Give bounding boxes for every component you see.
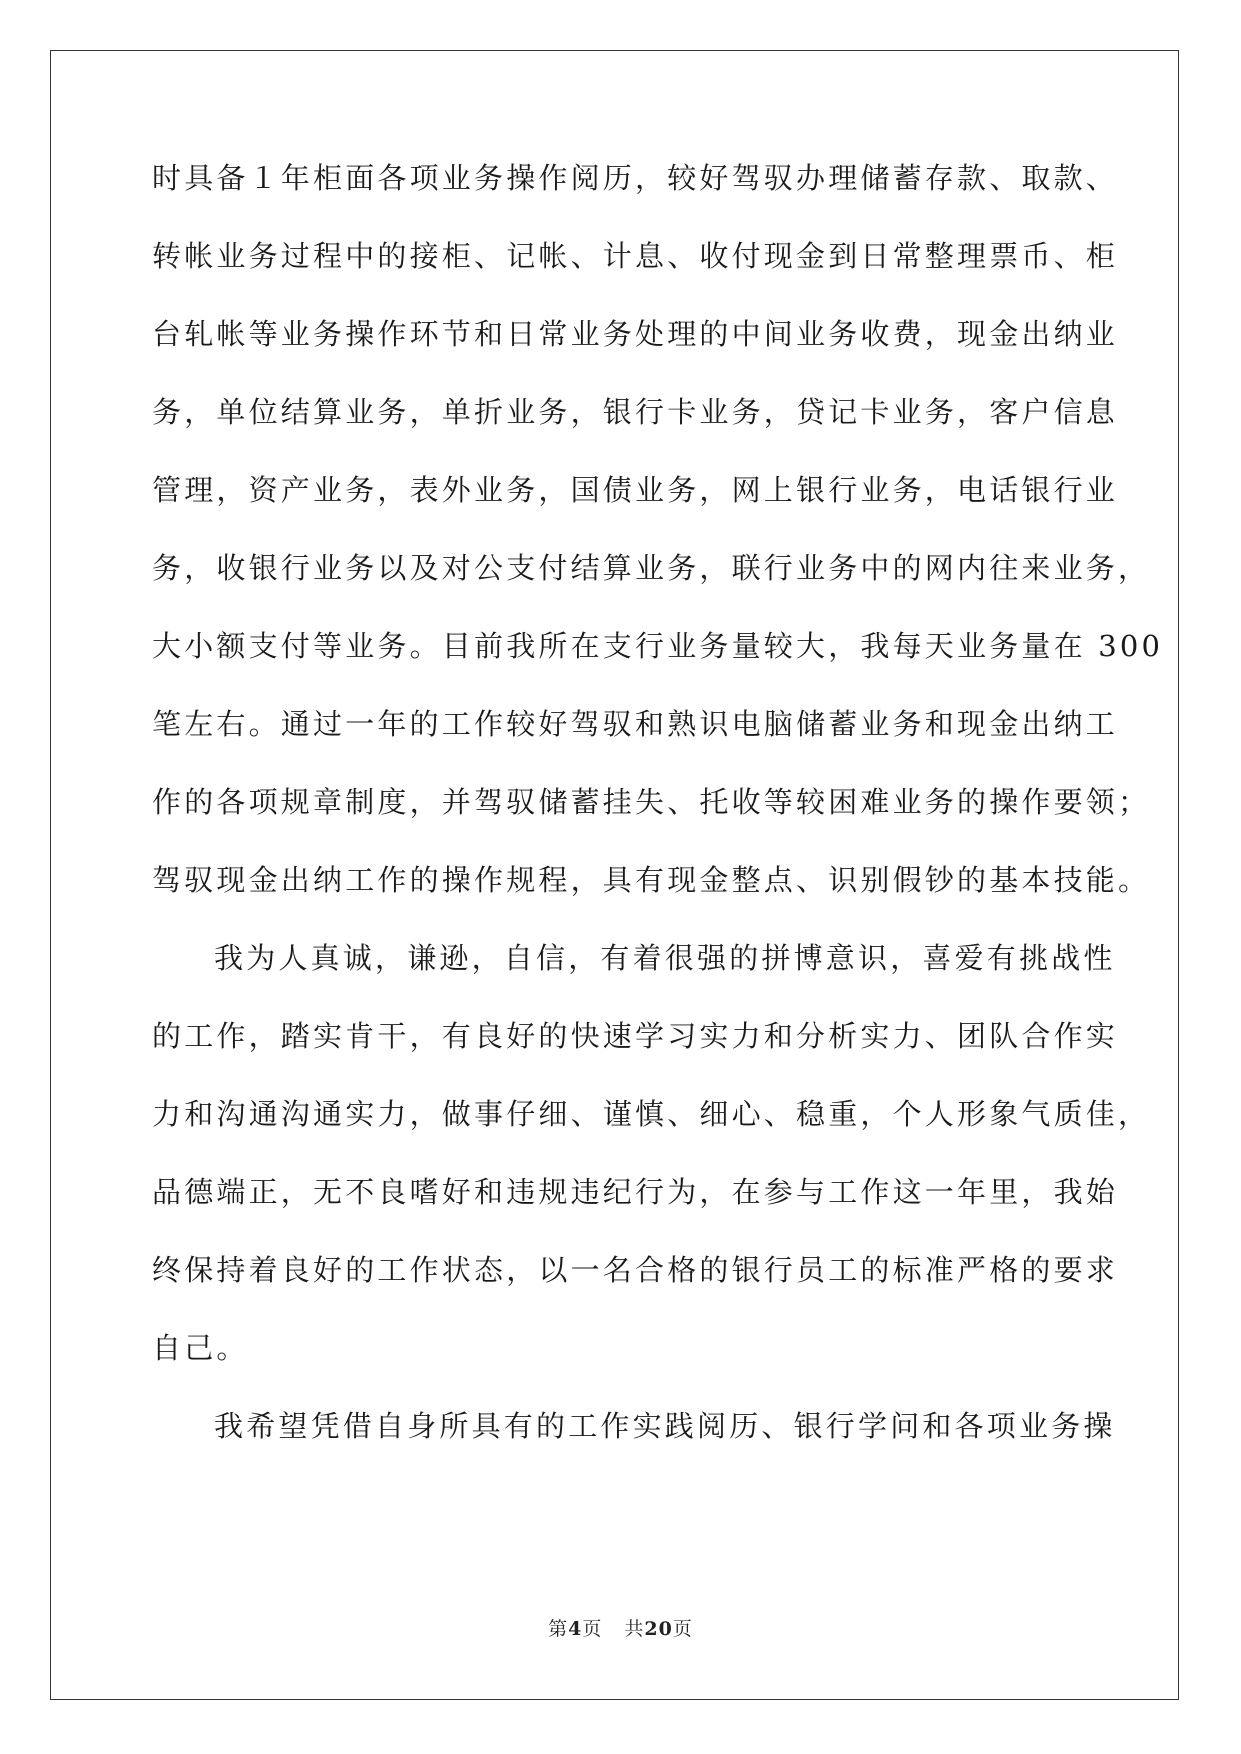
text-line: 台轧帐等业务操作环节和日常业务处理的中间业务收费，现金出纳业 [152, 317, 1119, 351]
text-line: 管理，资产业务，表外业务，国债业务，网上银行业务，电话银行业 [152, 473, 1119, 507]
page-number: 4 [568, 1618, 583, 1640]
text-line: 笔左右。通过一年的工作较好驾驭和熟识电脑储蓄业务和现金出纳工 [152, 707, 1119, 741]
page-footer [0, 1614, 1241, 1641]
text-line: 终保持着良好的工作状态，以一名合格的银行员工的标准严格的要求 [152, 1253, 1119, 1287]
page-prefix: 第 [548, 1618, 569, 1640]
text-line: 我为人真诚，谦逊，自信，有着很强的拼博意识，喜爱有挑战性 [214, 941, 1116, 975]
text-line: 我希望凭借自身所具有的工作实践阅历、银行学问和各项业务操 [214, 1409, 1116, 1443]
text-line: 力和沟通沟通实力，做事仔细、谨慎、细心、稳重，个人形象气质佳， [152, 1097, 1151, 1131]
document-body [152, 158, 1164, 1484]
text-line: 务，收银行业务以及对公支付结算业务，联行业务中的网内往来业务， [152, 551, 1151, 585]
text-line: 自己。 [152, 1331, 249, 1365]
total-suffix: 页 [672, 1618, 693, 1640]
text-line: 品德端正，无不良嗜好和违规违纪行为，在参与工作这一年里，我始 [152, 1175, 1119, 1209]
page-suffix: 页 [582, 1618, 603, 1640]
text-line: 务，单位结算业务，单折业务，银行卡业务，贷记卡业务，客户信息 [152, 395, 1119, 429]
text-line: 作的各项规章制度，并驾驭储蓄挂失、托收等较困难业务的操作要领； [152, 785, 1151, 819]
text-line: 时具备１年柜面各项业务操作阅历，较好驾驭办理储蓄存款、取款、 [152, 161, 1119, 195]
total-prefix: 共 [624, 1618, 645, 1640]
text-line: 转帐业务过程中的接柜、记帐、计息、收付现金到日常整理票币、柜 [152, 239, 1119, 273]
text-line: 大小额支付等业务。目前我所在支行业务量较大，我每天业务量在 300 [152, 629, 1164, 663]
text-line: 驾驭现金出纳工作的操作规程，具有现金整点、识别假钞的基本技能。 [152, 863, 1151, 897]
total-pages: 20 [644, 1618, 673, 1640]
text-line: 的工作，踏实肯干，有良好的快速学习实力和分析实力、团队合作实 [152, 1019, 1119, 1053]
